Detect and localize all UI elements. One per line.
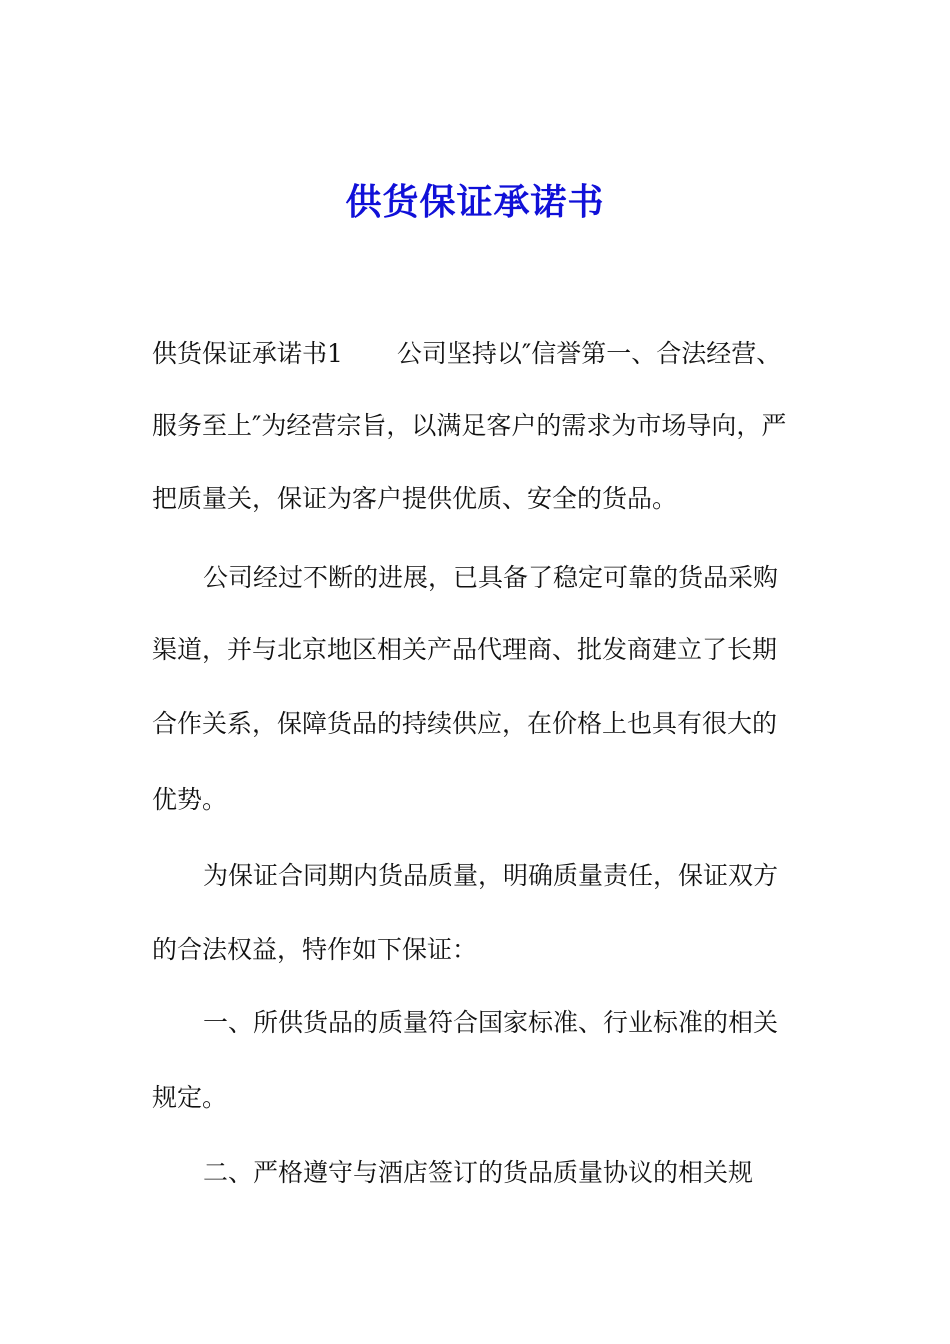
paragraph-line: 一、所供货品的质量符合国家标准、行业标准的相关	[203, 1008, 779, 1037]
section-heading: 供货保证承诺书1	[152, 339, 343, 368]
paragraph-text: 公司坚持以″信誉第一、合法经营、	[396, 339, 782, 368]
paragraph-line: 二、严格遵守与酒店签订的货品质量协议的相关规	[203, 1158, 754, 1187]
paragraph-line: 优势。	[152, 785, 228, 814]
paragraph-line: 为保证合同期内货品质量，明确质量责任，保证双方	[203, 861, 779, 890]
paragraph-line: 把质量关，保证为客户提供优质、安全的货品。	[152, 484, 678, 513]
paragraph-line: 渠道，并与北京地区相关产品代理商、批发商建立了长期	[152, 635, 778, 664]
paragraph-line: 合作关系，保障货品的持续供应，在价格上也具有很大的	[152, 709, 778, 738]
paragraph-line: 规定。	[152, 1083, 228, 1112]
paragraph-line: 服务至上″为经营宗旨，以满足客户的需求为市场导向，严	[152, 411, 787, 440]
paragraph-line	[152, 336, 781, 372]
document-title: 供货保证承诺书	[345, 181, 605, 223]
paragraph-line: 的合法权益，特作如下保证：	[152, 935, 478, 964]
paragraph-line: 公司经过不断的进展，已具备了稳定可靠的货品采购	[203, 563, 779, 592]
